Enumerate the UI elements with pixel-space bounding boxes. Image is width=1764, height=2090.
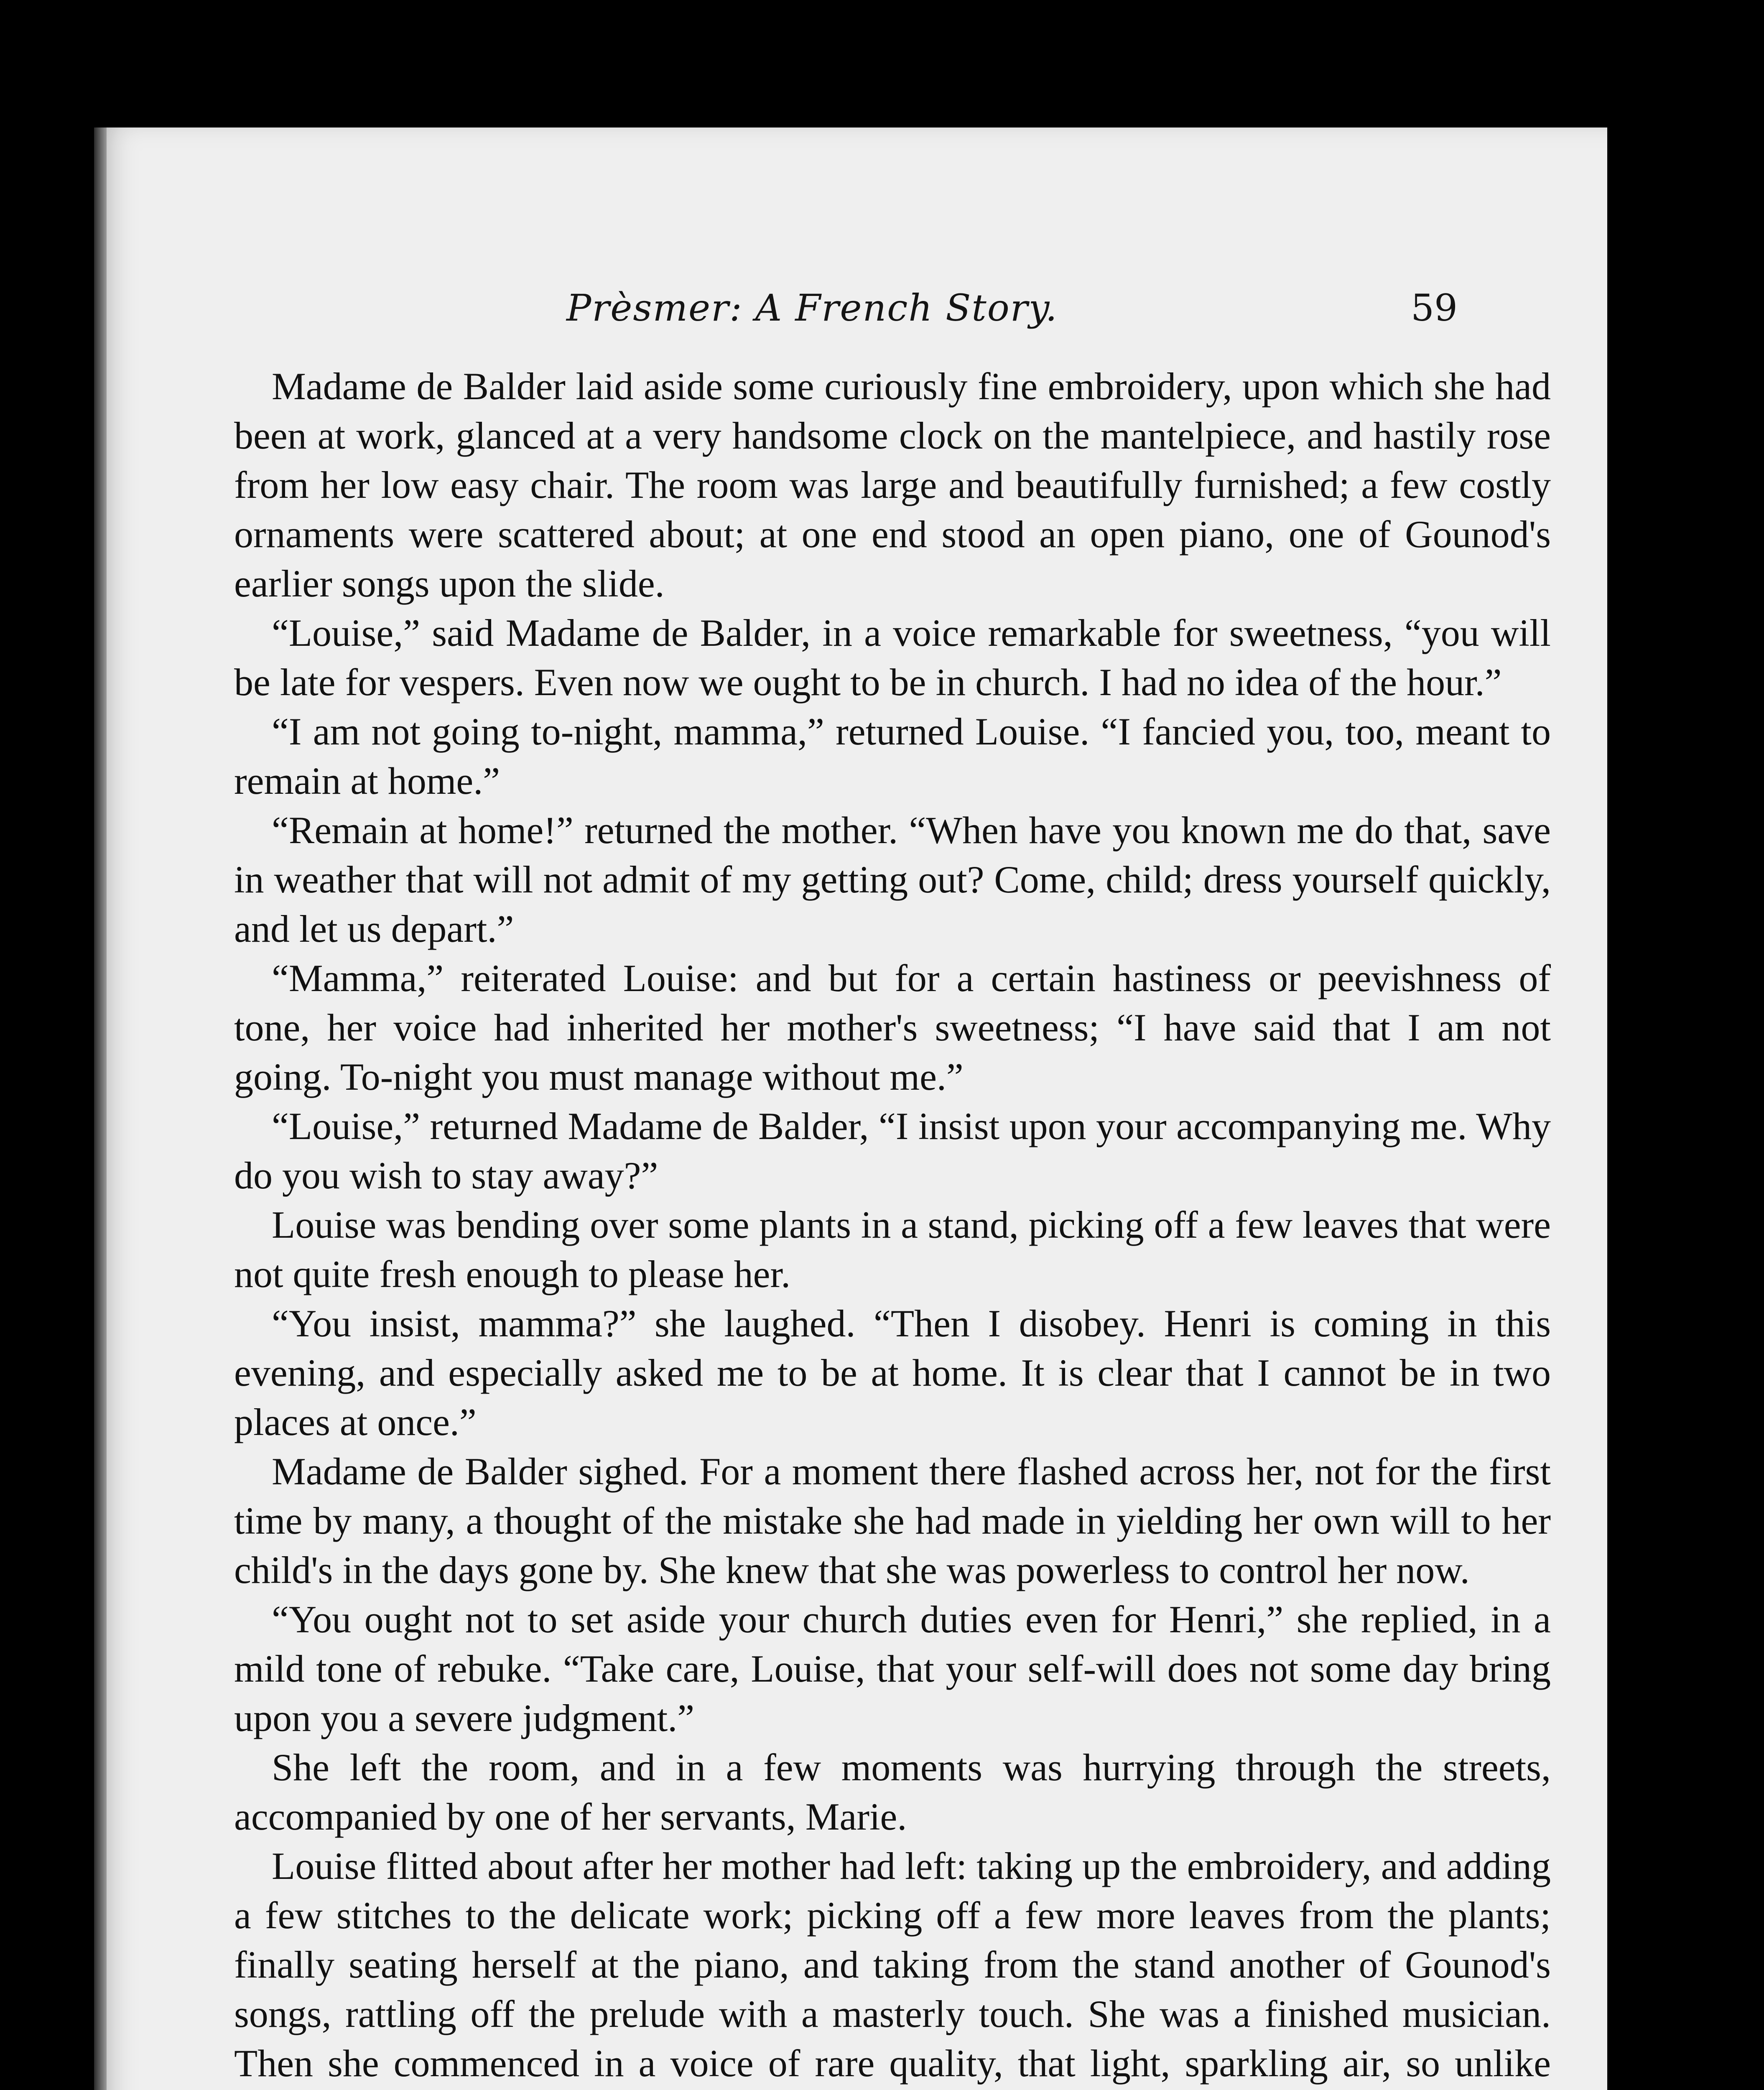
page-body [234,362,1551,2090]
running-head-title: Prèsmer: A French Story. [566,286,1058,329]
paragraph: “Mamma,” reiterated Louise: and but for a certain hastiness or peevishness of tone, her voice had inherited her mother's sweetness; “I have said that I am not going. To-night you must manage without me.” [234,957,1551,1098]
paragraph: Louise was bending over some plants in a stand, picking off a few leaves that were not quite fresh enough to please her. [234,1203,1551,1295]
book-page [94,127,1607,2090]
paragraph: “I am not going to-night, mamma,” returned Louise. “I fancied you, too, meant to remain at home.” [234,710,1551,802]
paragraph: “Remain at home!” returned the mother. “When have you known me do that, save in weather that will not admit of my getting out? Come, child; dress yourself quickly, and let us depart.” [234,809,1551,950]
paragraph: “Louise,” returned Madame de Balder, “I insist upon your accompanying me. Why do you wish to stay away?” [234,1105,1551,1197]
paragraph: Louise flitted about after her mother had left: taking up the embroidery, and adding a few stitches to the delicate work; picking off a few more leaves from the plants; finally seating herself at the piano, and taking from the stand another of Gounod's songs, rattling off the prelude with a masterly touch. She was a finished musician. Then she commenced in a voice of rare quality, that light, sparkling air, so unlike [234,1845,1551,2085]
paragraph: Madame de Balder laid aside some curiously fine embroidery, upon which she had been at work, glanced at a very handsome clock on the mantelpiece, and hastily rose from her low easy chair. The room was large and beautifully furnished; a few costly ornaments were scattered about; at one end stood an open piano, one of Gounod's earlier songs upon the slide. [234,365,1551,605]
page-number: 59 [1411,286,1458,329]
paragraph: “Louise,” said Madame de Balder, in a voice remarkable for sweetness, “you will be late for vespers. Even now we ought to be in church. I had no idea of the hour.” [234,612,1551,703]
paragraph: “You insist, mamma?” she laughed. “Then I disobey. Henri is coming in this evening, and especially asked me to be at home. It is clear that I cannot be in two places at once.” [234,1302,1551,1443]
page-binding-edge [94,127,107,2090]
paragraph: Madame de Balder sighed. For a moment there flashed across her, not for the first time by many, a thought of the mistake she had made in yielding her own will to her child's in the days gone by. She knew that she was powerless to control her now. [234,1450,1551,1591]
paragraph: She left the room, and in a few moments was hurrying through the streets, accompanied by one of her servants, Marie. [234,1746,1551,1838]
paragraph: “You ought not to set aside your church duties even for Henri,” she replied, in a mild tone of rebuke. “Take care, Louise, that your self-will does not some day bring upon you a severe judgment.” [234,1598,1551,1739]
